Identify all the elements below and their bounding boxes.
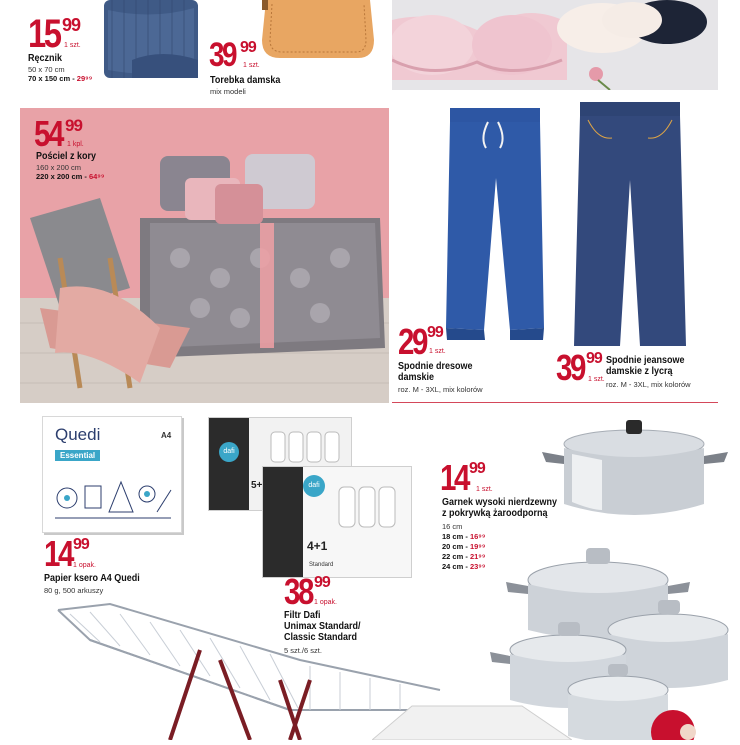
pot-title2: z pokrywką żaroodporną bbox=[442, 508, 548, 519]
pot-size-row-2 bbox=[442, 542, 485, 551]
pot-size-label: 24 cm - bbox=[442, 562, 470, 571]
bedding-unit: 1 kpl. bbox=[67, 141, 84, 148]
towel-price bbox=[28, 12, 81, 56]
filter-title3: Classic Standard bbox=[284, 632, 358, 643]
towel-price-main: 15 bbox=[28, 12, 60, 56]
pot-size-label: 18 cm - bbox=[442, 532, 470, 541]
paper-title: Papier ksero A4 Quedi bbox=[44, 573, 140, 584]
paper-price-main: 14 bbox=[44, 533, 72, 574]
jeans-title1: Spodnie jeansowe bbox=[606, 355, 685, 366]
filter-box-front-count: 4+1 bbox=[307, 539, 328, 553]
bras-image bbox=[392, 0, 718, 90]
sweatpants-image bbox=[440, 108, 550, 340]
pot-price bbox=[440, 457, 493, 498]
towel-size2-price: 29⁹⁹ bbox=[76, 74, 93, 83]
towel-title: Ręcznik bbox=[28, 53, 63, 64]
towel-price-cents: 99 bbox=[62, 15, 81, 35]
pot-size-row-3 bbox=[442, 552, 485, 561]
filter-unit: 1 opak. bbox=[314, 599, 337, 606]
bag-unit: 1 szt. bbox=[243, 62, 260, 69]
filter-price-cents: 99 bbox=[314, 574, 330, 591]
bag-sub: mix modeli bbox=[210, 87, 246, 96]
pot-size-row-1 bbox=[442, 532, 485, 541]
sweatpants-price bbox=[398, 321, 446, 362]
pot-size-price: 23⁹⁹ bbox=[469, 562, 486, 571]
bedding-size1: 160 x 200 cm bbox=[36, 163, 82, 172]
pot-price-main: 14 bbox=[440, 457, 468, 498]
pot-price-cents: 99 bbox=[469, 460, 485, 477]
handbag-image bbox=[258, 0, 378, 62]
pot-single-image bbox=[542, 414, 728, 524]
paper-brand: Quedi bbox=[55, 425, 101, 444]
sweatpants-price-cents: 99 bbox=[427, 324, 443, 341]
jeans-image bbox=[568, 100, 693, 348]
filter-sub: 5 szt./6 szt. bbox=[284, 646, 322, 655]
pot-title1: Garnek wysoki nierdzewny bbox=[442, 497, 558, 508]
pot-size-label: 20 cm - bbox=[442, 542, 470, 551]
bedding-size2-price: 64⁹⁹ bbox=[88, 172, 105, 181]
pot-size-row-4 bbox=[442, 562, 485, 571]
towel-size2-label: 70 x 150 cm - bbox=[28, 74, 77, 83]
filter-box-front-label: Standard bbox=[309, 562, 334, 568]
pot-set-image bbox=[488, 540, 740, 740]
pot-size-price: 21⁹⁹ bbox=[469, 552, 486, 561]
paper-ream-image bbox=[42, 416, 182, 533]
filter-price-main: 38 bbox=[284, 571, 312, 612]
towel-unit: 1 szt. bbox=[64, 42, 81, 49]
paper-price bbox=[44, 533, 96, 574]
paper-sub: 80 g, 500 arkuszy bbox=[44, 586, 104, 595]
filter-box-back-brand: dafi bbox=[219, 442, 239, 462]
bedding-title: Pościel z kory bbox=[36, 151, 97, 162]
jeans-sub: roz. M - 3XL, mix kolorów bbox=[606, 380, 691, 389]
pot-unit: 1 szt. bbox=[476, 486, 493, 493]
bedding-size2 bbox=[36, 172, 104, 181]
jeans-price bbox=[556, 347, 605, 388]
sweatpants-sub: roz. M - 3XL, mix kolorów bbox=[398, 385, 483, 394]
jeans-price-cents: 99 bbox=[586, 350, 602, 367]
pot-size-price: 16⁹⁹ bbox=[469, 532, 486, 541]
paper-brand-sub: Essential bbox=[55, 450, 100, 461]
filter-box-front bbox=[262, 466, 412, 578]
sweatpants-title2: damskie bbox=[398, 372, 435, 383]
bag-price-main: 39 bbox=[209, 36, 236, 74]
towel-size2 bbox=[28, 74, 92, 83]
paper-format: A4 bbox=[161, 431, 172, 440]
bag-price-cents: 99 bbox=[240, 39, 256, 56]
bag-title: Torebka damska bbox=[210, 75, 281, 86]
sweatpants-unit: 1 szt. bbox=[429, 348, 446, 355]
pot-size-price: 19⁹⁹ bbox=[469, 542, 486, 551]
filter-box-front-brand: dafi bbox=[303, 475, 325, 497]
pot-size0: 16 cm bbox=[442, 522, 463, 531]
paper-price-cents: 99 bbox=[73, 536, 89, 553]
jeans-unit: 1 szt. bbox=[588, 376, 605, 383]
filter-box-back-count: 5+ bbox=[251, 480, 263, 491]
towel-image bbox=[102, 0, 200, 80]
bedding-price-cents: 99 bbox=[65, 116, 82, 135]
paper-unit: 1 opak. bbox=[73, 562, 96, 569]
divider-middle bbox=[392, 402, 718, 403]
sweatpants-price-main: 29 bbox=[398, 321, 426, 362]
filter-title1: Filtr Dafi bbox=[284, 610, 321, 621]
bedding-size2-label: 220 x 200 cm - bbox=[36, 172, 89, 181]
jeans-title2: damskie z lycrą bbox=[606, 366, 673, 377]
sweatpants-title1: Spodnie dresowe bbox=[398, 361, 473, 372]
bedding-price bbox=[34, 113, 84, 154]
jeans-price-main: 39 bbox=[556, 347, 584, 388]
pot-size-label: 22 cm - bbox=[442, 552, 470, 561]
towel-size1: 50 x 70 cm bbox=[28, 65, 65, 74]
bedding-price-main: 54 bbox=[34, 113, 62, 154]
bag-price bbox=[209, 36, 260, 74]
filter-title2: Unimax Standard/ bbox=[284, 621, 361, 632]
